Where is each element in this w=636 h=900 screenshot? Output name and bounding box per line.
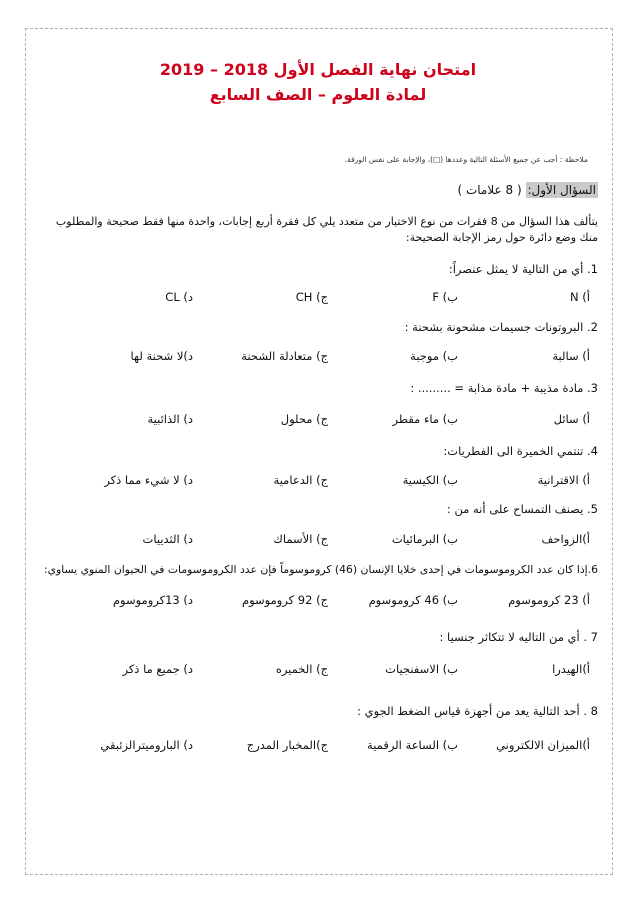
option-d[interactable]: د) الذائبية <box>147 412 193 426</box>
question-1-options <box>38 290 598 308</box>
question-7-options <box>38 662 598 680</box>
option-b[interactable]: ب) ماء مقطر <box>392 412 458 426</box>
question-2: 2. البروتونات جسيمات مشحونة بشحنة : <box>404 320 598 334</box>
question-3-options <box>38 412 598 430</box>
exam-subtitle: لمادة العلوم – الصف السابع <box>209 85 427 104</box>
option-d[interactable]: د) 13كروموسوم <box>112 593 193 607</box>
option-b[interactable]: ب) الكيسية <box>402 473 458 487</box>
option-c[interactable]: ج) محلول <box>280 412 328 426</box>
exam-title: امتحان نهاية الفصل الأول 2018 – 2019 <box>159 60 477 79</box>
option-b[interactable]: ب) الاسفنجيات <box>385 662 458 676</box>
option-a[interactable]: أ)الزواحف <box>541 532 590 546</box>
question-8-options <box>38 738 598 756</box>
section-intro: يتألف هذا السؤال من 8 فقرات من نوع الاختيار من متعدد يلي كل فقرة أربع إجابات، واحدة منها فقط صحيحة والمطلوب منك وضع دائرة حول رمز الإجابة الصحيحة: <box>55 215 598 244</box>
question-2-options <box>38 349 598 367</box>
option-b[interactable]: ب) الساعة الرقمية <box>367 738 458 752</box>
option-a[interactable]: أ)الهيدرا <box>552 662 590 676</box>
option-c[interactable]: ج) 92 كروموسوم <box>241 593 328 607</box>
exam-page <box>38 0 598 900</box>
option-d[interactable]: د) CL <box>165 290 193 304</box>
option-c[interactable]: ج)المخبار المدرج <box>246 738 328 752</box>
question-5: 5. يصنف التمساح على أنه من : <box>446 502 598 516</box>
option-d[interactable]: د) الثدييات <box>142 532 193 546</box>
question-6: 6.إذا كان عدد الكروموسومات في إحدى خلايا الإنسان (46) كروموسوماً فإن عدد الكروموسومات في الحيوان المنوي يساوي: <box>43 563 598 576</box>
question-1: 1. أي من التالية لا يمثل عنصراً: <box>448 262 598 276</box>
option-d[interactable]: د)لا شحنة لها <box>130 349 193 363</box>
option-a[interactable]: أ) 23 كروموسوم <box>508 593 590 607</box>
option-a[interactable]: أ) N <box>570 290 590 304</box>
question-4-options <box>38 473 598 491</box>
section-marks: ( 8 علامات ) <box>457 183 522 197</box>
option-d[interactable]: د) لا شيء مما ذكر <box>104 473 193 487</box>
option-c[interactable]: ج) الخميره <box>275 662 328 676</box>
option-b[interactable]: ب) البرمائيات <box>391 532 458 546</box>
option-b[interactable]: ب) F <box>432 290 458 304</box>
option-c[interactable]: ج) متعادلة الشحنة <box>241 349 328 363</box>
option-a[interactable]: أ) الاقترانية <box>537 473 590 487</box>
section-header <box>458 183 598 197</box>
question-5-options <box>38 532 598 550</box>
option-c[interactable]: ج) CH <box>295 290 328 304</box>
option-b[interactable]: ب) موجبة <box>410 349 458 363</box>
option-a[interactable]: أ) سائل <box>553 412 590 426</box>
option-d[interactable]: د) جميع ما ذكر <box>122 662 193 676</box>
question-8: 8 . أحد التالية يعد من أجهزة قياس الضغط الجوي : <box>357 704 598 718</box>
option-c[interactable]: ج) الدعامية <box>273 473 328 487</box>
question-6-options <box>38 593 598 611</box>
question-3: 3. مادة مذيبة + مادة مذابة = ......... : <box>410 381 598 395</box>
option-a[interactable]: أ) سالبة <box>552 349 590 363</box>
question-4: 4. تنتمي الخميرة الى الفطريات: <box>443 444 598 458</box>
option-a[interactable]: أ)الميزان الالكتروني <box>496 738 590 752</box>
instructions-note: ملاحظة : أجب عن جميع الأسئلة التالية وعددها (□)، والإجابة على نفس الورقة. <box>344 155 588 164</box>
option-d[interactable]: د) الباروميترالزئبقي <box>100 738 193 752</box>
option-b[interactable]: ب) 46 كروموسوم <box>368 593 458 607</box>
section-label: السؤال الأول: <box>527 183 596 197</box>
question-7: 7 . أي من التاليه لا تتكاثر جنسيا : <box>439 630 598 644</box>
option-c[interactable]: ج) الأسماك <box>273 532 328 546</box>
